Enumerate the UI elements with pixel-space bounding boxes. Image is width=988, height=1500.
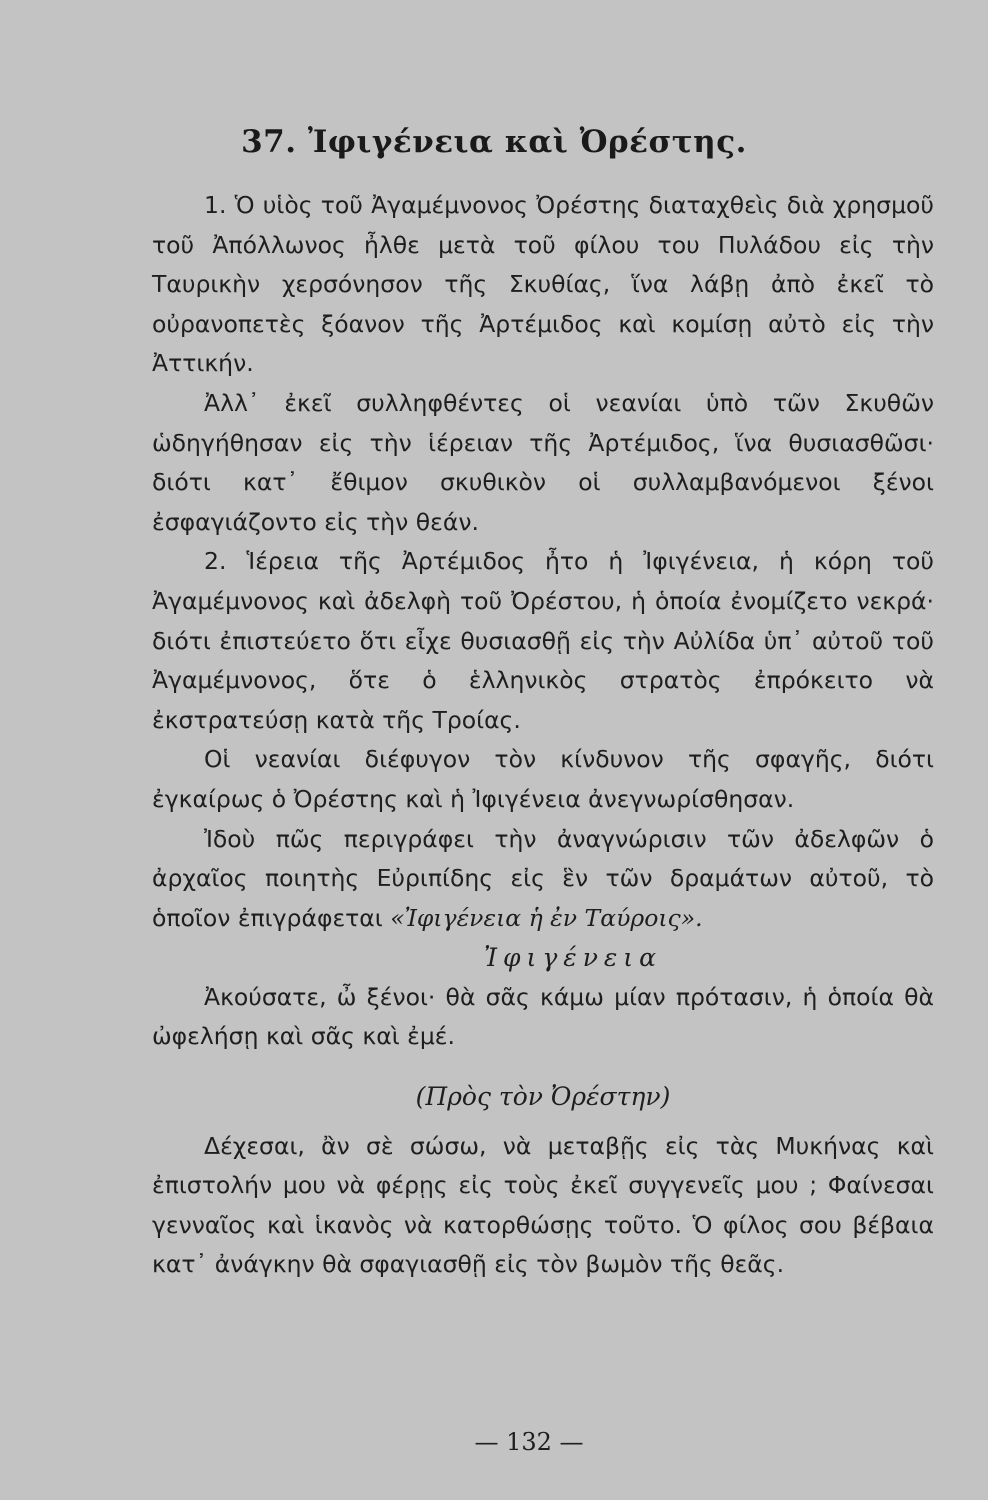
paragraph-2: Ἀλλ᾽ ἐκεῖ συλληφθέντες οἱ νεανίαι ὑπὸ τῶν Σκυθῶν ὡδηγήθησαν εἰς τὴν ἱέρειαν τῆς Ἀρτέμιδος, ἵνα θυσιασθῶσι· διότι κατ᾽ ἔθιμον σκυθικὸν οἱ συλλαμβανόμενοι ξένοι ἐσφαγιάζοντο εἰς τὴν θεάν.	[152, 388, 934, 536]
chapter-title: 37. Ἰφιγένεια καὶ Ὀρέστης.	[241, 124, 747, 160]
work-title: «Ἰφιγένεια ἡ ἐν Ταύροις».	[390, 903, 703, 932]
paragraph-4: Οἱ νεανίαι διέφυγον τὸν κίνδυνον τῆς σφαγῆς, διότι ἐγκαίρως ὁ Ὀρέστης καὶ ἡ Ἰφιγένεια ἀνεγνωρίσθησαν.	[152, 745, 934, 813]
stage-direction: (Πρὸς τὸν Ὀρέστην)	[415, 1082, 671, 1112]
paragraph-1: 1. Ὁ υἱὸς τοῦ Ἀγαμέμνονος Ὀρέστης διαταχθεὶς διὰ χρησμοῦ τοῦ Ἀπόλλωνος ἦλθε μετὰ τοῦ φίλου του Πυλάδου εἰς τὴν Ταυρικὴν χερσόνησον τῆς Σκυθίας, ἵνα λάβῃ ἀπὸ ἐκεῖ τὸ οὐρανοπετὲς ξόανον τῆς Ἀρτέμιδος καὶ κομίσῃ αὐτὸ εἰς τὴν Ἀττικήν.	[152, 191, 934, 378]
paragraph-5	[152, 820, 934, 939]
paragraph-5-text: Ἰδοὺ πῶς περιγράφει τὴν ἀναγνώρισιν τῶν ἀδελφῶν ὁ ἀρχαῖος ποιητὴς Εὐριπίδης εἰς ἓν τῶν δραμάτων αὐτοῦ, τὸ ὁποῖον ἐπιγράφεται	[152, 824, 934, 932]
chapter-body	[152, 186, 934, 1285]
speech-1: Ἀκούσατε, ὦ ξένοι· θὰ σᾶς κάμω μίαν πρότασιν, ἡ ὁποία θὰ ὠφελήσῃ καὶ σᾶς καὶ ἐμέ.	[152, 982, 934, 1051]
speaker-name: Ἰφιγένεια	[484, 943, 662, 973]
speech-2: Δέχεσαι, ἂν σὲ σώσω, νὰ μεταβῇς εἰς τὰς Μυκήνας καὶ ἐπιστολήν μου νὰ φέρῃς εἰς τοὺς ἐκεῖ συγγενεῖς μου ; Φαίνεσαι γενναῖος καὶ ἱκανὸς νὰ κατορθώσῃς τοῦτο. Ὁ φίλος σου βέβαια κατ᾽ ἀνάγκην θὰ σφαγιασθῇ εἰς τὸν βωμὸν τῆς θεᾶς.	[152, 1131, 934, 1279]
page-number: — 132 —	[474, 1428, 584, 1456]
paragraph-3: 2. Ἱέρεια τῆς Ἀρτέμιδος ἦτο ἡ Ἰφιγένεια, ἡ κόρη τοῦ Ἀγαμέμνονος καὶ ἀδελφὴ τοῦ Ὀρέστου, ἡ ὁποία ἐνομίζετο νεκρά· διότι ἐπιστεύετο ὅτι εἶχε θυσιασθῇ εἰς τὴν Αὐλίδα ὑπ᾽ αὐτοῦ τοῦ Ἀγαμέμνονος, ὅτε ὁ ἑλληνικὸς στρατὸς ἐπρόκειτο νὰ ἐκστρατεύσῃ κατὰ τῆς Τροίας.	[152, 547, 934, 734]
